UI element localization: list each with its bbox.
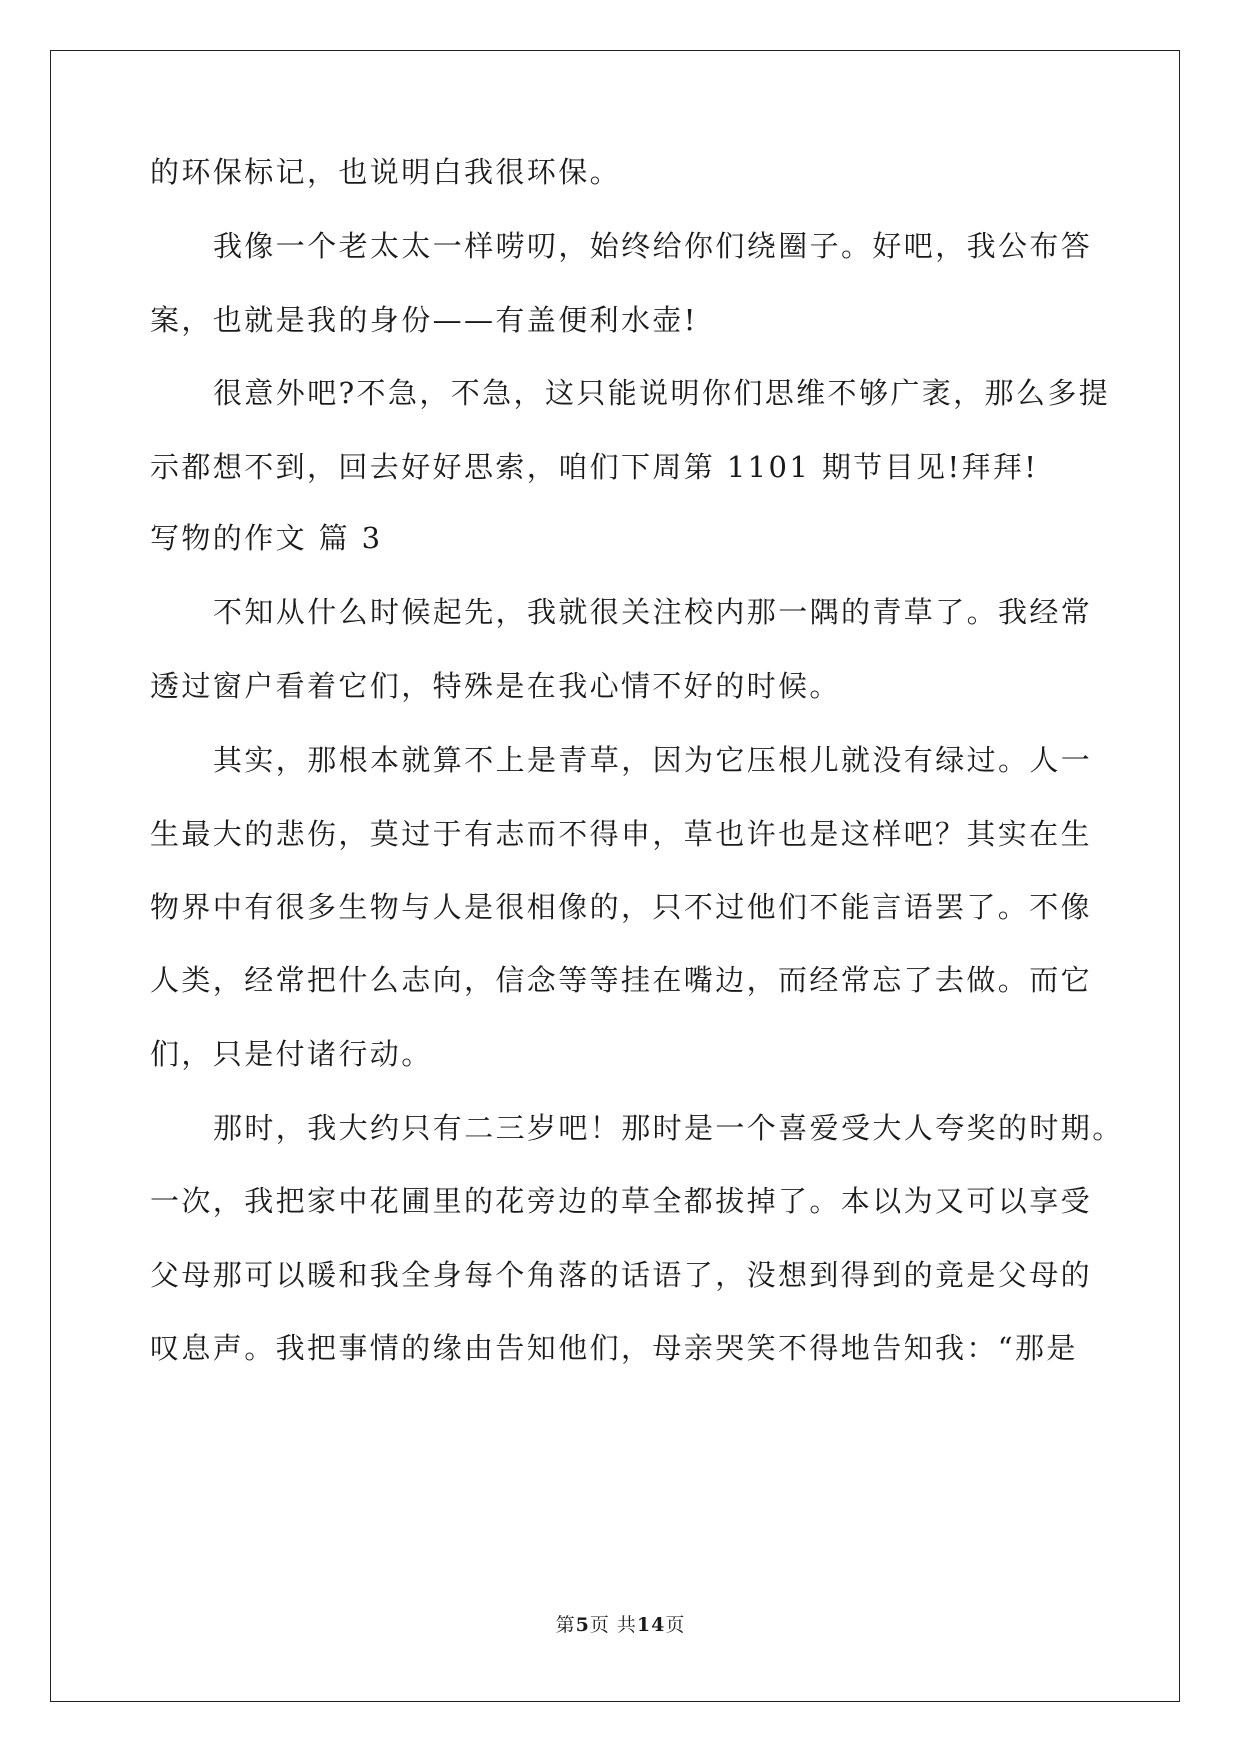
text-line-1: 的环保标记，也说明白我很环保。	[150, 155, 622, 189]
text-line-7: 不知从什么时候起先，我就很关注校内那一隅的青草了。我经常	[213, 595, 1093, 629]
text-line-13: 们，只是付诸行动。	[150, 1037, 433, 1071]
text-line-11: 物界中有很多生物与人是很相像的，只不过他们不能言语罢了。不像	[150, 890, 1093, 924]
text-line-5: 示都想不到，回去好好思索，咱们下周第 1101 期节目见!拜拜!	[150, 450, 1039, 484]
text-line-2: 我像一个老太太一样唠叨，始终给你们绕圈子。好吧，我公布答	[213, 229, 1093, 263]
text-line-4: 很意外吧?不急，不急，这只能说明你们思维不够广袤，那么多提	[213, 376, 1111, 410]
page-footer	[0, 1610, 1241, 1637]
current-page-number: 5	[575, 1614, 590, 1636]
footer-prefix: 第	[555, 1614, 576, 1636]
text-line-16: 父母那可以暖和我全身每个角落的话语了，没想到得到的竟是父母的	[150, 1258, 1093, 1292]
text-line-15: 一次，我把家中花圃里的花旁边的草全都拔掉了。本以为又可以享受	[150, 1184, 1093, 1218]
text-line-12: 人类，经常把什么志向，信念等等挂在嘴边，而经常忘了去做。而它	[150, 963, 1093, 997]
text-line-8: 透过窗户看着它们，特殊是在我心情不好的时候。	[150, 669, 841, 703]
text-line-3: 案，也就是我的身份——有盖便利水壶!	[150, 303, 698, 337]
text-line-14: 那时，我大约只有二三岁吧！那时是一个喜爱受大人夸奖的时期。	[213, 1111, 1124, 1145]
footer-mid: 页 共	[589, 1614, 637, 1636]
text-line-17: 叹息声。我把事情的缘由告知他们，母亲哭笑不得地告知我：“那是	[150, 1331, 1078, 1365]
footer-suffix: 页	[665, 1614, 686, 1636]
text-line-9: 其实，那根本就算不上是青草，因为它压根儿就没有绿过。人一	[213, 743, 1093, 777]
total-page-count: 14	[636, 1614, 666, 1636]
page-border	[50, 50, 1180, 1702]
text-line-10: 生最大的悲伤，莫过于有志而不得申，草也许也是这样吧？其实在生	[150, 817, 1093, 851]
section-heading: 写物的作文 篇 3	[150, 521, 383, 555]
